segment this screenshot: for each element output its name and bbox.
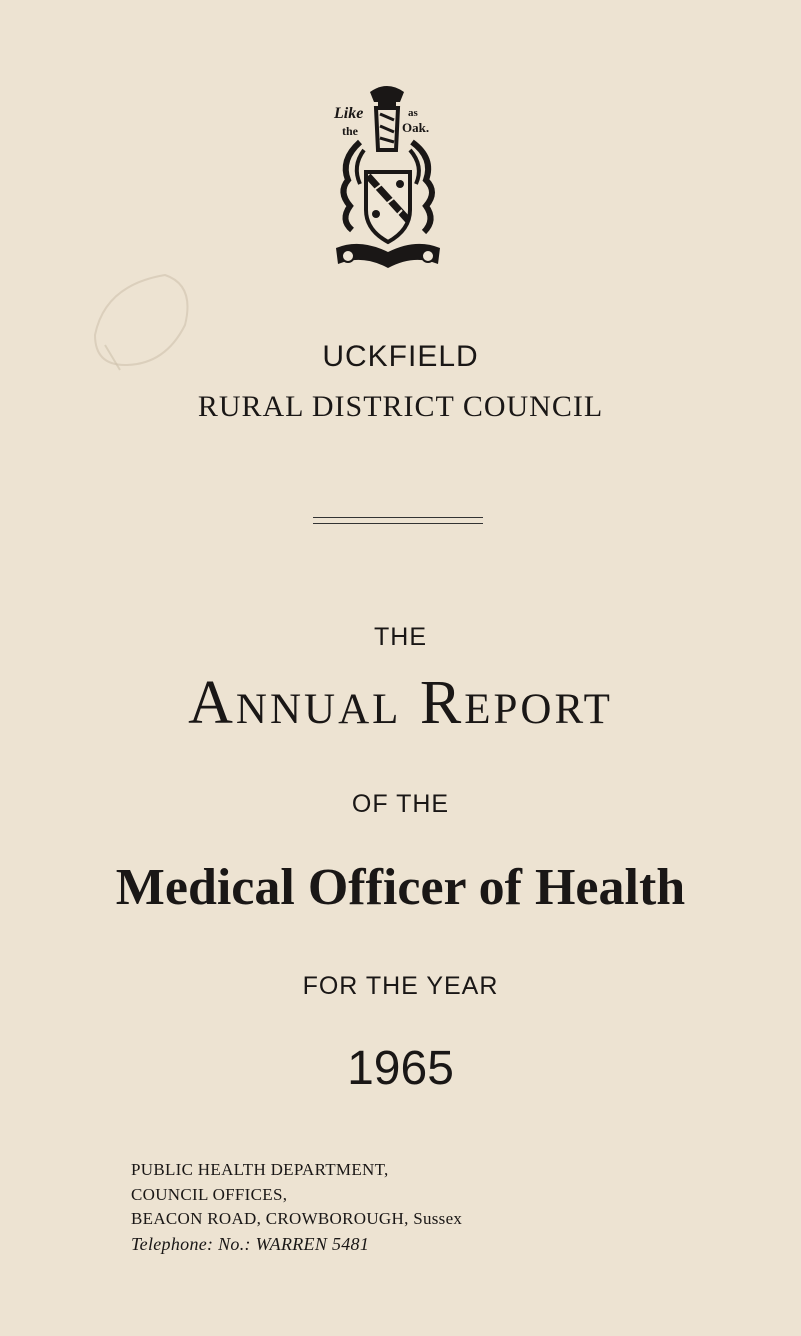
address-telephone: Telephone: No.: WARREN 5481 xyxy=(131,1233,370,1254)
divider-rule xyxy=(313,517,483,524)
council-name-line-1: UCKFIELD xyxy=(322,340,479,373)
address-county: Sussex xyxy=(413,1209,463,1228)
report-year: 1965 xyxy=(347,1042,454,1095)
address-line-1: PUBLIC HEALTH DEPARTMENT, xyxy=(131,1160,389,1179)
motto-text-as: as xyxy=(408,107,418,119)
title-annual-report: Annual Report xyxy=(188,669,613,737)
title-for-the-year: FOR THE YEAR xyxy=(302,972,499,1000)
title-of-the: OF THE xyxy=(351,790,450,818)
title-medical-officer: Medical Officer of Health xyxy=(115,859,686,916)
motto-text-the: the xyxy=(342,124,358,138)
address-line-2: COUNCIL OFFICES, xyxy=(131,1184,288,1204)
address-road: BEACON ROAD, CROWBOROUGH, xyxy=(131,1209,409,1228)
title-prefix: THE xyxy=(374,623,427,651)
address-block xyxy=(131,1158,462,1256)
crest-emblem xyxy=(330,80,445,270)
motto-text-oak: Oak. xyxy=(402,120,430,135)
council-name-line-2: RURAL DISTRICT COUNCIL xyxy=(197,390,604,423)
address-line-3 xyxy=(131,1207,462,1232)
motto-text-like: Like xyxy=(334,105,364,122)
